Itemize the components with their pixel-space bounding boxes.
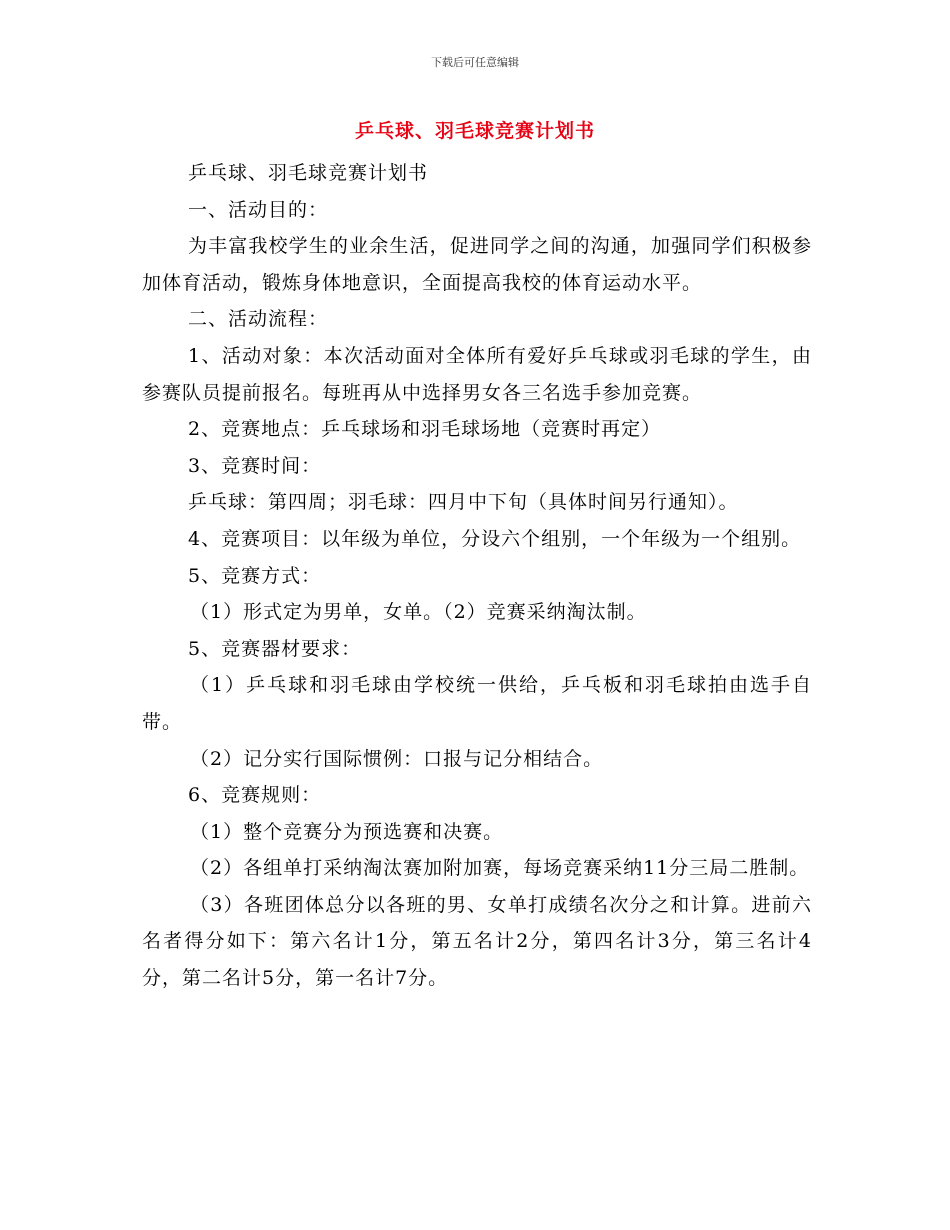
paragraph-rules-heading: 6、竞赛规则：	[188, 784, 322, 807]
paragraph-participants: 1、活动对象：本次活动面对全体所有爱好乒乓球或羽毛球的学生，由参赛队员提前报名。每班再从中选择男女各三名选手参加竞赛。	[142, 344, 812, 404]
document-title: 乒乓球、羽毛球竞赛计划书	[354, 120, 595, 142]
paragraph-format-heading: 5、竞赛方式：	[188, 564, 322, 587]
paragraph-format-detail: （1）形式定为男单，女单。（2）竞赛采纳淘汰制。	[190, 601, 647, 624]
paragraph-section-process: 二、活动流程：	[188, 308, 329, 331]
paragraph-rules-singles: （2）各组单打采纳淘汰赛加附加赛，每场竞赛采纳11分三局二胜制。	[190, 857, 810, 880]
paragraph-scoring-method: （2）记分实行国际惯例：口报与记分相结合。	[190, 747, 604, 770]
paragraph-subtitle: 乒乓球、羽毛球竞赛计划书	[188, 162, 429, 184]
paragraph-equipment-heading: 5、竞赛器材要求：	[188, 637, 362, 660]
paragraph-purpose-text: 为丰富我校学生的业余生活，促进同学之间的沟通，加强同学们积极参加体育活动，锻炼身体地意识，全面提高我校的体育运动水平。	[142, 235, 812, 294]
paragraph-events: 4、竞赛项目：以年级为单位，分设六个组别，一个年级为一个组别。	[188, 527, 802, 550]
paragraph-rules-team-score: （3）各班团体总分以各班的男、女单打成绩名次分之和计算。进前六名者得分如下：第六名计1分，第五名计2分，第四名计3分，第三名计4分，第二名计5分，第一名计7分。	[142, 893, 812, 990]
paragraph-rules-stages: （1）整个竞赛分为预选赛和决赛。	[190, 820, 504, 843]
paragraph-time-heading: 3、竞赛时间：	[188, 454, 322, 477]
document-body	[142, 155, 812, 997]
paragraph-section-purpose: 一、活动目的：	[188, 198, 329, 221]
paragraph-time-detail: 乒乓球：第四周；羽毛球：四月中下旬（具体时间另行通知）。	[188, 491, 739, 514]
header-note: 下载后可任意编辑	[431, 56, 519, 69]
paragraph-venue: 2、竞赛地点：乒乓球场和羽毛球场地（竞赛时再定）	[188, 418, 662, 441]
paragraph-equipment-supply: （1）乒乓球和羽毛球由学校统一供给，乒乓板和羽毛球拍由选手自带。	[142, 674, 812, 733]
